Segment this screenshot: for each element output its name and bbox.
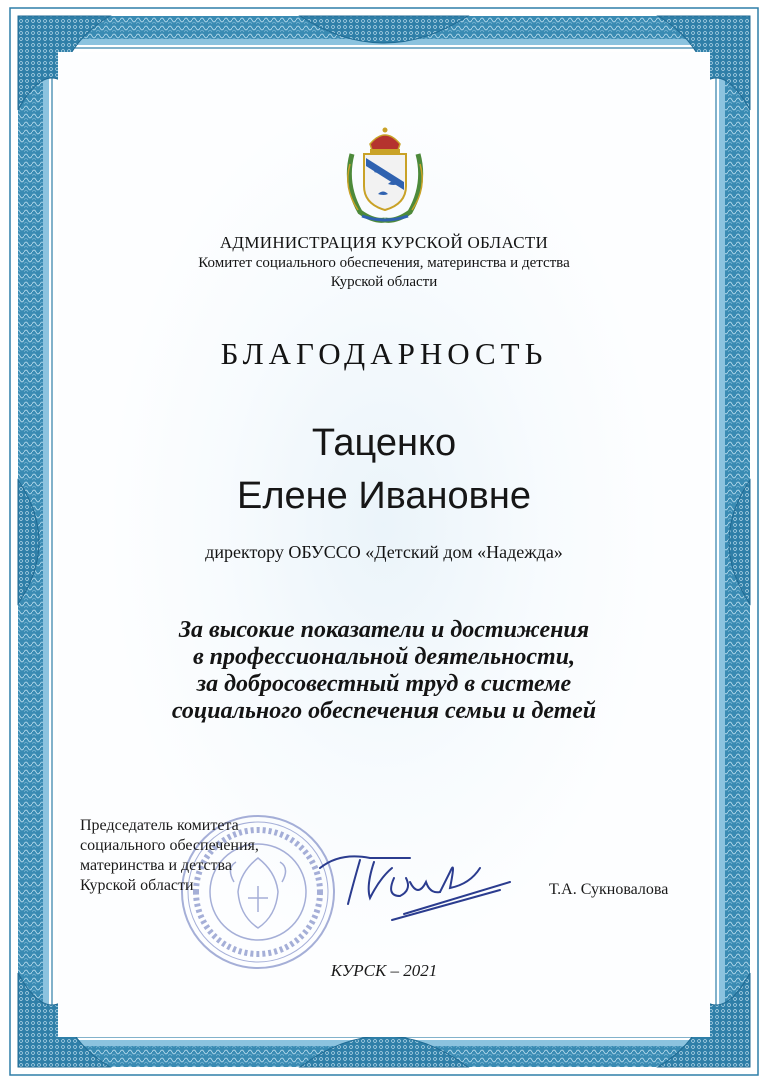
recipient-given-name: Елене Ивановне: [237, 475, 531, 517]
reason-line: за добросовестный труд в системе: [196, 671, 572, 697]
administration-title: АДМИНИСТРАЦИЯ КУРСКОЙ ОБЛАСТИ: [219, 233, 549, 252]
signer-title-line: социального обеспечения,: [80, 837, 259, 854]
signer-name: Т.А. Сукновалова: [549, 881, 669, 898]
reason-text: [0, 617, 768, 725]
committee-name: Комитет социального обеспечения, материнства и детства: [198, 255, 570, 271]
reason-line: За высокие показатели и достижения: [178, 617, 590, 643]
kursk-coat-of-arms-icon: [340, 124, 430, 224]
recipient-surname: Таценко: [311, 422, 457, 464]
document-title: БЛАГОДАРНОСТЬ: [220, 336, 548, 371]
reason-line: в профессиональной деятельности,: [192, 644, 576, 670]
signer-title-line: Курской области: [80, 877, 194, 894]
reason-line: социального обеспечения семьи и детей: [171, 698, 597, 724]
city-year: КУРСК – 2021: [330, 961, 438, 980]
recipient-position: директору ОБУССО «Детский дом «Надежда»: [205, 542, 563, 562]
region-name: Курской области: [330, 274, 438, 290]
signer-title-line: Председатель комитета: [80, 817, 239, 834]
handwritten-signature-icon: [300, 838, 520, 928]
signer-title-line: материнства и детства: [80, 857, 232, 874]
signer-title: [80, 816, 259, 896]
